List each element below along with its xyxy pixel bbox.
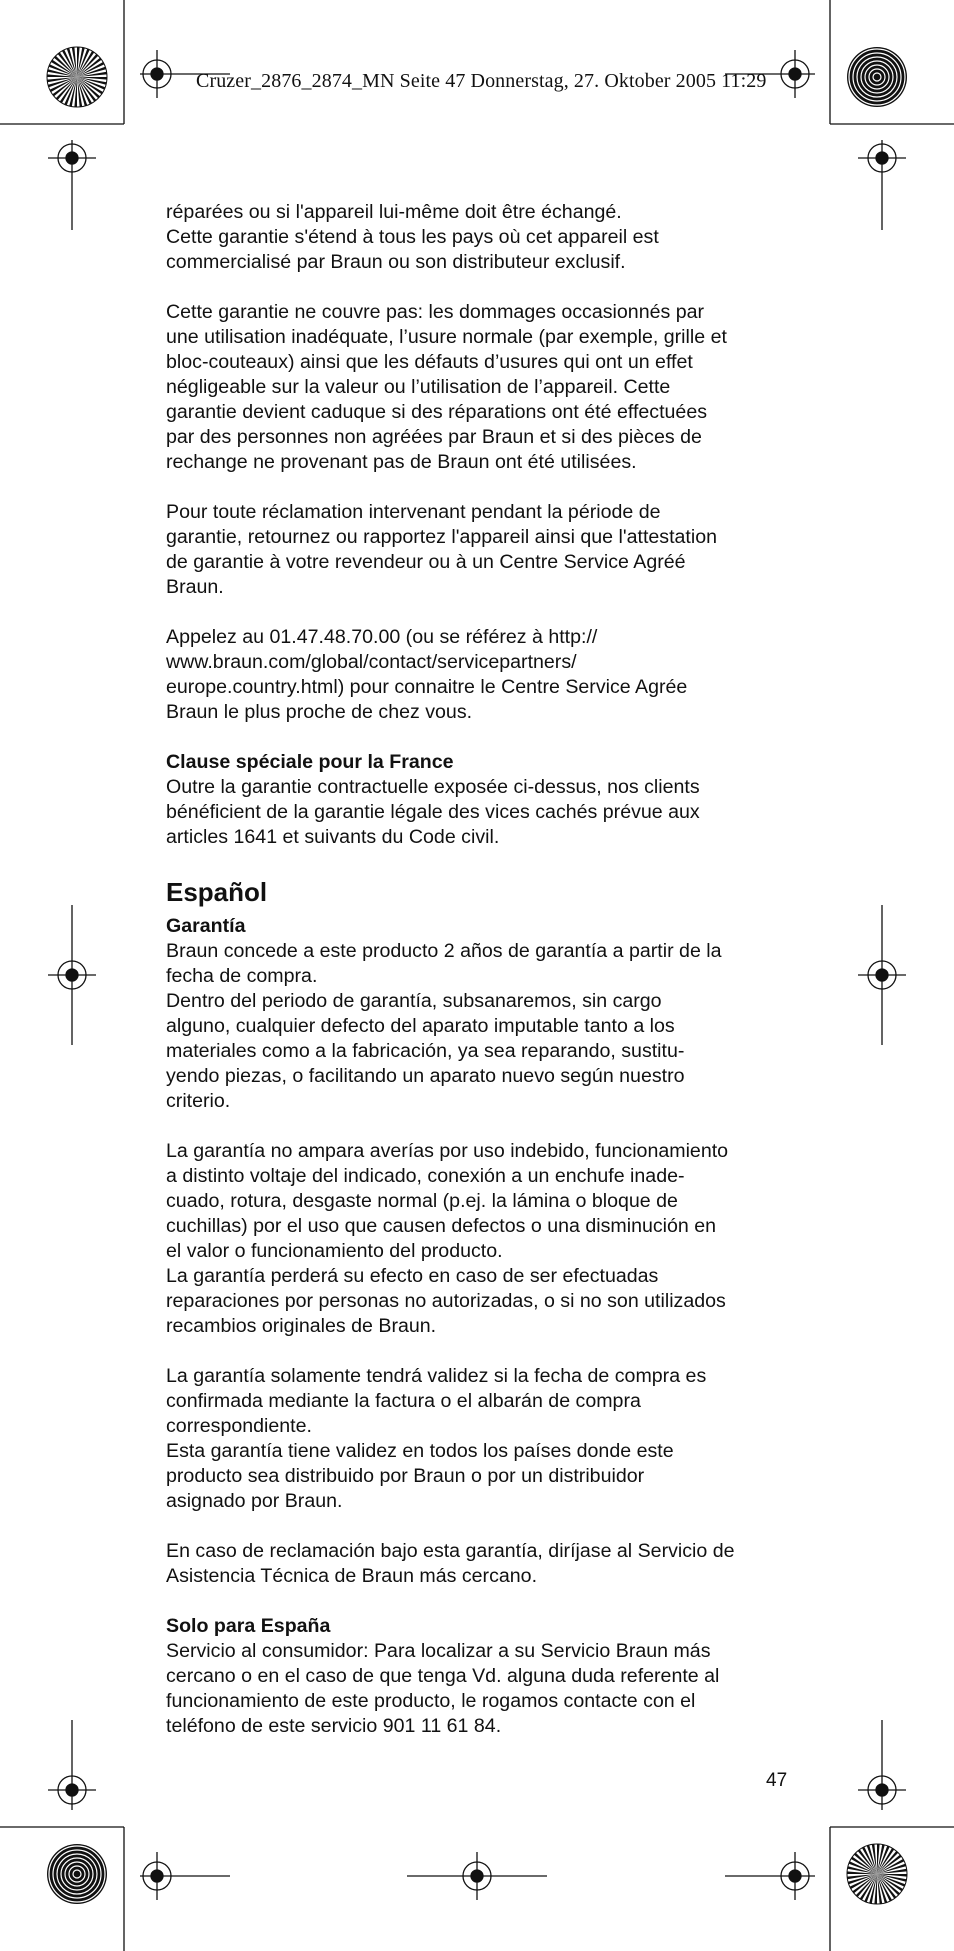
france-clause-heading: Clause spéciale pour la France [166, 751, 454, 773]
french-paragraph-1: réparées ou si l'appareil lui-même doit être échangé. Cette garantie s'étend à tous les pays où cet appareil est commercialisé par Braun ou son distributeur exclusif. [166, 201, 659, 273]
print-slug-header: Cruzer_2876_2874_MN Seite 47 Donnerstag, 27. Oktober 2005 11:29 [196, 70, 767, 92]
registration-mark-right-middle-icon [858, 905, 906, 1045]
registration-mark-left-upper-icon [48, 140, 96, 230]
star-target-bottom-right-icon [847, 1844, 907, 1904]
star-target-top-right-icon [847, 47, 907, 107]
spanish-paragraph-1: Braun concede a este producto 2 años de garantía a partir de la fecha de compra. Dentro del periodo de garantía, subsanaremos, sin cargo alguno, cualquier defecto del aparato imputable tanto a los materiales como a la fabricación, ya sea reparando, sustitu- yendo piezas, o facilitando un aparato nuevo según nuestro criterio. [166, 940, 722, 1112]
registration-mark-bottom-left-icon [140, 1852, 230, 1900]
spanish-paragraph-2: La garantía no ampara averías por uso indebido, funcionamiento a distinto voltaje del indicado, conexión a un enchufe inade- cuado, rotura, desgaste normal (p.ej. la lámina o bloque de cuchillas) por el uso que causen defectos o una disminución en el valor o funcionamiento del producto. La garantía perderá su efecto en caso de ser efectuadas reparaciones por personas no autorizadas, o si no son utilizados recambios originales de Braun. [166, 1140, 729, 1337]
french-paragraph-3: Pour toute réclamation intervenant pendant la période de garantie, retournez ou rapportez l'appareil ainsi que l'attestation de garantie à votre revendeur ou à un Centre Service Agréé Braun. [166, 501, 718, 598]
page-body [166, 200, 796, 1739]
registration-mark-bottom-center-icon [407, 1852, 547, 1900]
french-paragraph-2: Cette garantie ne couvre pas: les dommages occasionnés par une utilisation inadéquate, l’usure normale (par exemple, grille et bloc-couteaux) ainsi que les défauts d’usures qui ont un effet négligeable sur la valeur ou l’utilisation de l’appareil. Cette garantie devient caduque si des réparations ont été effectuées par des personnes non agréées par Braun et si des pièces de rechange ne provenant pas de Braun ont été utilisées. [166, 301, 727, 473]
spain-only-heading: Solo para España [166, 1615, 331, 1637]
registration-mark-right-upper-icon [858, 140, 906, 230]
spanish-paragraph-4: En caso de reclamación bajo esta garantía, diríjase al Servicio de Asistencia Técnica de Braun más cercano. [166, 1540, 735, 1587]
registration-mark-left-lower-icon [48, 1720, 96, 1810]
registration-mark-bottom-right-icon [725, 1852, 815, 1900]
spanish-warranty-heading: Garantía [166, 915, 246, 937]
page-number: 47 [766, 1770, 788, 1791]
france-clause-text: Outre la garantie contractuelle exposée ci-dessus, nos clients bénéficient de la garantie légale des vices cachés prévue aux articles 1641 et suivants du Code civil. [166, 776, 700, 848]
spanish-section-heading: Español [166, 877, 268, 907]
spain-only-text: Servicio al consumidor: Para localizar a su Servicio Braun más cercano o en el caso de que tenga Vd. alguna duda referente al funcionamiento de este producto, le rogamos contacte con el teléfono de este servicio 901 11 61 84. [166, 1640, 720, 1737]
star-target-bottom-left-icon [47, 1844, 107, 1904]
star-target-top-left-icon [47, 47, 107, 107]
spanish-paragraph-3: La garantía solamente tendrá validez si la fecha de compra es confirmada mediante la factura o el albarán de compra correspondiente. Esta garantía tiene validez en todos los países donde este producto sea distribuido por Braun o por un distribuidor asignado por Braun. [166, 1365, 707, 1512]
registration-mark-right-lower-icon [858, 1720, 906, 1810]
french-paragraph-4: Appelez au 01.47.48.70.00 (ou se référez à http:// www.braun.com/global/contact/servicepartners/ europe.country.html) pour connaitre le Centre Service Agrée Braun le plus proche de chez vous. [166, 626, 688, 723]
registration-mark-left-middle-icon [48, 905, 96, 1045]
